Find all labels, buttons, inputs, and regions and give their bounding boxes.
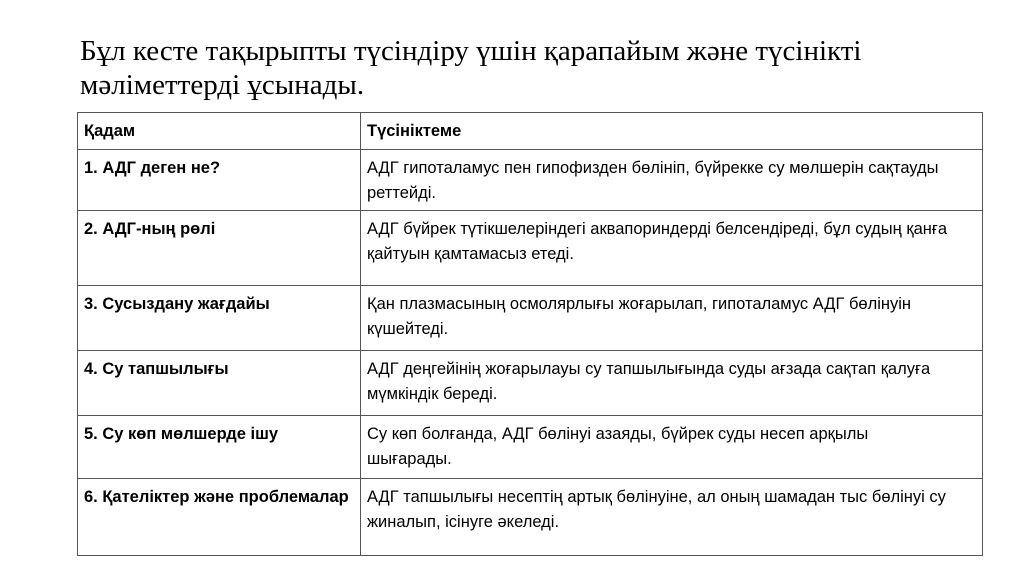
table-row — [78, 211, 983, 286]
header-description: Түсініктеме — [361, 113, 983, 150]
description-cell: Су көп болғанда, АДГ бөлінуі азаяды, бүйрек суды несеп арқылы шығарады. — [361, 416, 983, 479]
table-header-row — [78, 113, 983, 150]
table-row — [78, 351, 983, 416]
step-cell: 3. Сусыздану жағдайы — [78, 286, 361, 351]
info-table — [77, 112, 983, 556]
step-cell: 1. АДГ деген не? — [78, 150, 361, 211]
table-row — [78, 150, 983, 211]
description-cell: АДГ тапшылығы несептің артық бөлінуіне, ал оның шамадан тыс бөлінуі су жиналып, ісінуге әкеледі. — [361, 479, 983, 556]
header-step: Қадам — [78, 113, 361, 150]
description-cell: АДГ бүйрек түтікшелеріндегі аквапориндерді белсендіреді, бұл судың қанға қайтуын қамтамасыз етеді. — [361, 211, 983, 286]
description-cell: АДГ деңгейінің жоғарылауы су тапшылығында суды ағзада сақтап қалуға мүмкіндік береді. — [361, 351, 983, 416]
table-row — [78, 286, 983, 351]
step-cell: 2. АДГ-ның рөлі — [78, 211, 361, 286]
step-cell: 6. Қателіктер және проблемалар — [78, 479, 361, 556]
slide-title: Бұл кесте тақырыпты түсіндіру үшін қарапайым және түсінікті мәліметтерді ұсынады. — [80, 35, 862, 101]
description-cell: Қан плазмасының осмолярлығы жоғарылап, гипоталамус АДГ бөлінуін күшейтеді. — [361, 286, 983, 351]
step-cell: 4. Су тапшылығы — [78, 351, 361, 416]
step-cell: 5. Су көп мөлшерде ішу — [78, 416, 361, 479]
table-row — [78, 416, 983, 479]
table-row — [78, 479, 983, 556]
description-cell: АДГ гипоталамус пен гипофизден бөлініп, бүйрекке су мөлшерін сақтауды реттейді. — [361, 150, 983, 211]
